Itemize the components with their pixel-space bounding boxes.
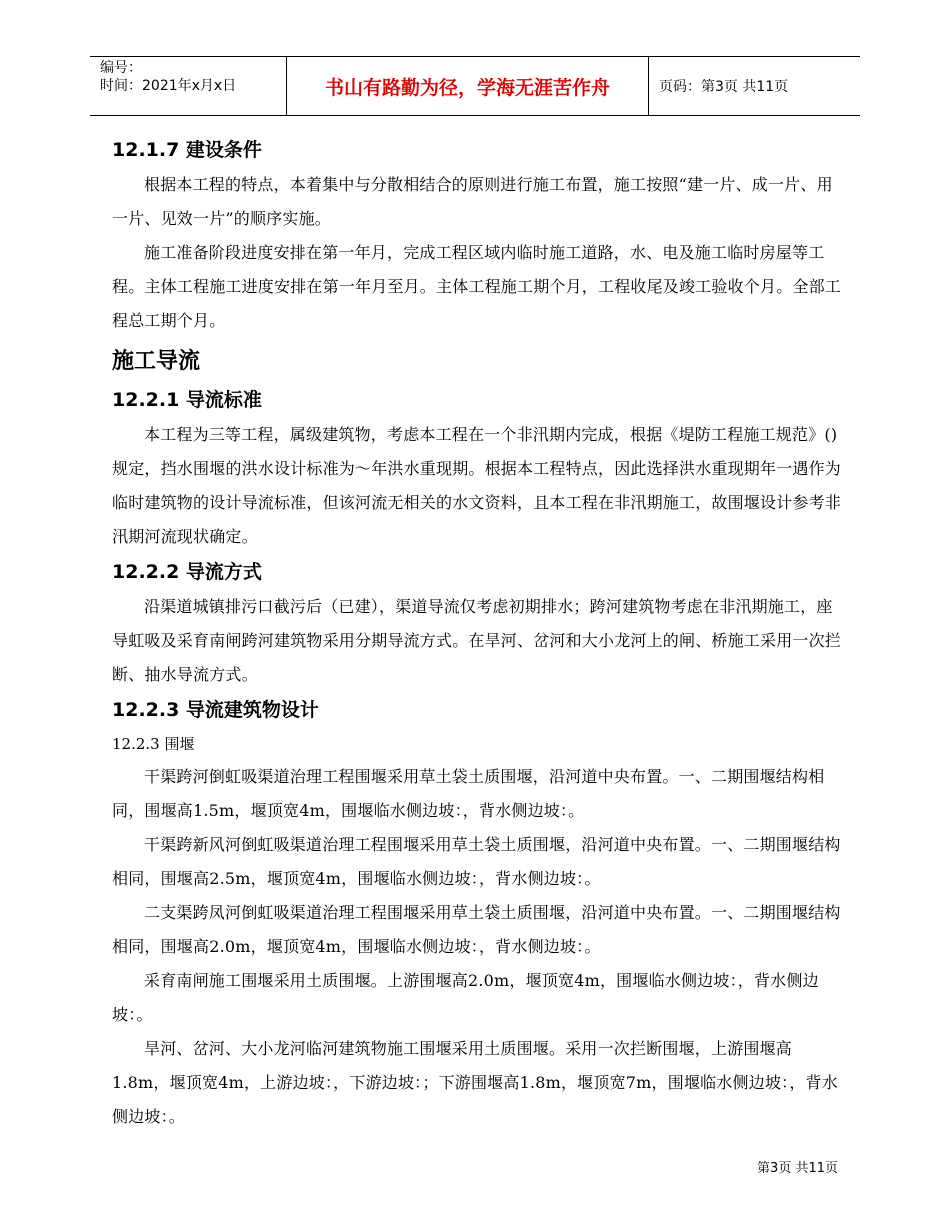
header-page-label: 页码：第3页 共11页 xyxy=(659,79,789,95)
chapter-title: 施工导流 xyxy=(112,349,201,374)
number-label: 编号： xyxy=(100,60,142,76)
header-meta xyxy=(90,57,287,115)
paragraph: 施工准备阶段进度安排在第一年月，完成工程区域内临时施工道路，水、电及施工临时房屋等工程。主体工程施工进度安排在第一年月至月。主体工程施工期个月，工程收尾及竣工验收个月。全部工程总工期个月。 xyxy=(112,243,842,330)
heading-12-1-7: 12.1.7 建设条件 xyxy=(112,139,262,161)
paragraph: 根据本工程的特点，本着集中与分散相结合的原则进行施工布置，施工按照“建一片、成一片、用一片、见效一片”的顺序实施。 xyxy=(112,175,833,228)
paragraph: 沿渠道城镇排污口截污后（已建），渠道导流仅考虑初期排水；跨河建筑物考虑在非汛期施工，座导虹吸及采育南闸跨河建筑物采用分期导流方式。在旱河、岔河和大小龙河上的闸、桥施工采用一次拦断、抽水导流方式。 xyxy=(112,597,842,684)
heading-12-2-1: 12.2.1 导流标准 xyxy=(112,389,262,411)
paragraph: 干渠跨河倒虹吸渠道治理工程围堰采用草土袋土质围堰，沿河道中央布置。一、二期围堰结构相同，围堰高1.5m，堰顶宽4m，围堰临水侧边坡：，背水侧边坡：。 xyxy=(112,767,825,820)
document-body xyxy=(112,132,842,1134)
heading-12-2-3: 12.2.3 导流建筑物设计 xyxy=(112,699,319,721)
subheading-cofferdam: 12.2.3 围堰 xyxy=(112,735,195,753)
header-motto: 书山有路勤为径，学海无涯苦作舟 xyxy=(287,57,649,115)
page-footer: 第3页 共11页 xyxy=(757,1161,838,1176)
paragraph: 本工程为三等工程，属级建筑物，考虑本工程在一个非汛期内完成，根据《堤防工程施工规范》()规定，挡水围堰的洪水设计标准为～年洪水重现期。根据本工程特点，因此选择洪水重现期年一遇作为临时建筑物的设计导流标准，但该河流无相关的水文资料，且本工程在非汛期施工，故围堰设计参考非汛期河流现状确定。 xyxy=(112,425,842,546)
paragraph: 干渠跨新风河倒虹吸渠道治理工程围堰采用草土袋土质围堰，沿河道中央布置。一、二期围堰结构相同，围堰高2.5m，堰顶宽4m，围堰临水侧边坡：，背水侧边坡：。 xyxy=(112,835,841,888)
paragraph: 采育南闸施工围堰采用土质围堰。上游围堰高2.0m，堰顶宽4m，围堰临水侧边坡：，背水侧边坡：。 xyxy=(112,971,819,1024)
heading-12-2-2: 12.2.2 导流方式 xyxy=(112,561,262,583)
paragraph: 二支渠跨凤河倒虹吸渠道治理工程围堰采用草土袋土质围堰，沿河道中央布置。一、二期围堰结构相同，围堰高2.0m，堰顶宽4m，围堰临水侧边坡：，背水侧边坡：。 xyxy=(112,903,841,956)
page-header xyxy=(90,56,860,116)
time-label: 时间：2021年x月x日 xyxy=(100,78,237,94)
paragraph: 旱河、岔河、大小龙河临河建筑物施工围堰采用土质围堰。采用一次拦断围堰，上游围堰高1.8m，堰顶宽4m，上游边坡：，下游边坡：；下游围堰高1.8m，堰顶宽7m，围堰临水侧边坡：，背水侧边坡：。 xyxy=(112,1039,838,1126)
